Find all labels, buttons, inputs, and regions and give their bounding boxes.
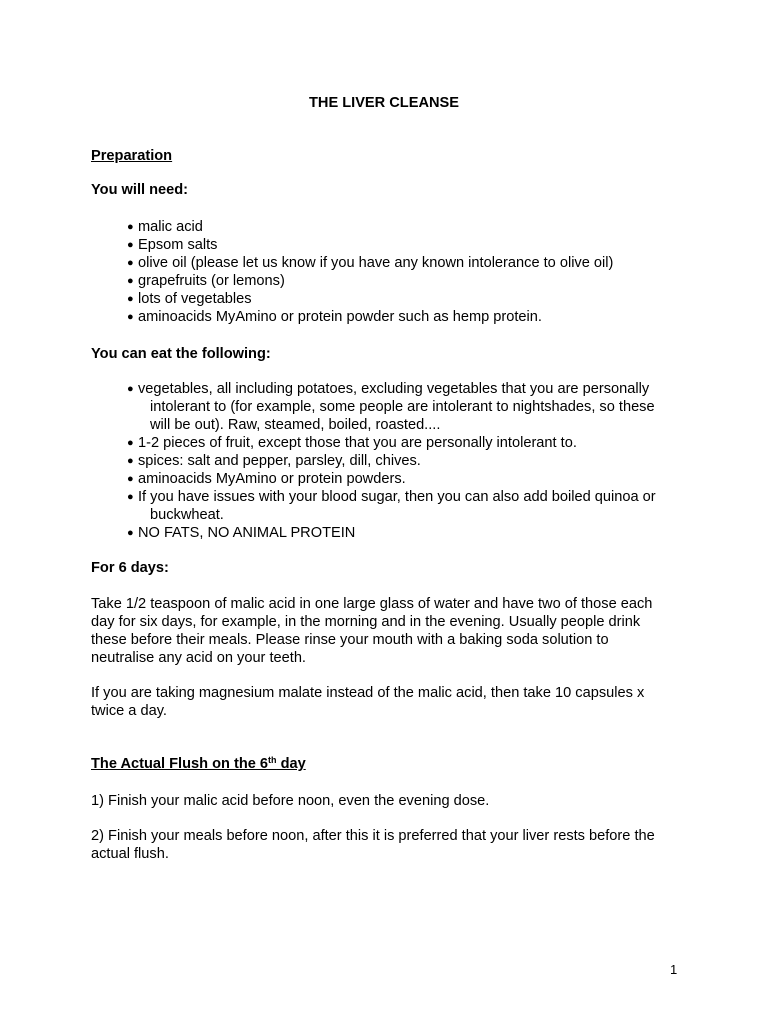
bullet-icon: ● bbox=[127, 239, 134, 251]
bullet-icon: ● bbox=[127, 221, 134, 233]
list-item: ● olive oil (please let us know if you have any known intolerance to olive oil) bbox=[127, 255, 614, 271]
preparation-heading: Preparation bbox=[91, 148, 173, 164]
page-number: 1 bbox=[670, 962, 678, 977]
magnesium-paragraph: If you are taking magnesium malate instead of the malic acid, then take 10 capsules x twice a day. bbox=[91, 685, 645, 719]
actual-flush-heading: The Actual Flush on the 6th day bbox=[91, 755, 306, 772]
step-1-text: 1) Finish your malic acid before noon, even the evening dose. bbox=[91, 793, 490, 809]
can-eat-list bbox=[127, 380, 687, 542]
six-days-paragraph: Take 1/2 teaspoon of malic acid in one large glass of water and have two of those each day for six days, for example, in the morning and in the evening. Usually people drink these before their meals. Please rinse your mouth with a baking soda solution to neutralise any acid on your teeth. bbox=[91, 596, 653, 666]
can-eat-heading: You can eat the following: bbox=[91, 346, 271, 362]
bullet-icon: ● bbox=[127, 257, 134, 269]
list-item: ● malic acid bbox=[127, 219, 203, 235]
bullet-icon: ● bbox=[127, 383, 134, 395]
bullet-icon: ● bbox=[127, 455, 134, 467]
six-days-heading: For 6 days: bbox=[91, 560, 169, 576]
list-item: ● NO FATS, NO ANIMAL PROTEIN bbox=[127, 525, 356, 541]
bullet-icon: ● bbox=[127, 527, 134, 539]
list-item: ● lots of vegetables bbox=[127, 291, 252, 307]
document-title: THE LIVER CLEANSE bbox=[308, 95, 459, 111]
list-item: ● Epsom salts bbox=[127, 237, 218, 253]
list-item: ● If you have issues with your blood sugar, then you can also add boiled quinoa or buckwheat. bbox=[127, 489, 656, 523]
list-item: ● aminoacids MyAmino or protein powder such as hemp protein. bbox=[127, 309, 542, 325]
bullet-icon: ● bbox=[127, 293, 134, 305]
step-2-paragraph: 2) Finish your meals before noon, after this it is preferred that your liver rests before the actual flush. bbox=[91, 828, 655, 862]
bullet-icon: ● bbox=[127, 311, 134, 323]
list-item: ● 1-2 pieces of fruit, except those that you are personally intolerant to. bbox=[127, 435, 577, 451]
list-item: ● spices: salt and pepper, parsley, dill, chives. bbox=[127, 453, 421, 469]
bullet-icon: ● bbox=[127, 437, 134, 449]
list-item: ● vegetables, all including potatoes, excluding vegetables that you are personally intolerant to (for example, some people are intolerant to nightshades, so these will be out). Raw, steamed, boiled, roasted.... bbox=[127, 381, 655, 433]
list-item: ● grapefruits (or lemons) bbox=[127, 273, 285, 289]
list-item: ● aminoacids MyAmino or protein powders. bbox=[127, 471, 406, 487]
bullet-icon: ● bbox=[127, 275, 134, 287]
bullet-icon: ● bbox=[127, 473, 134, 485]
you-will-need-list bbox=[127, 218, 687, 326]
you-will-need-heading: You will need: bbox=[91, 182, 189, 198]
bullet-icon: ● bbox=[127, 491, 134, 503]
